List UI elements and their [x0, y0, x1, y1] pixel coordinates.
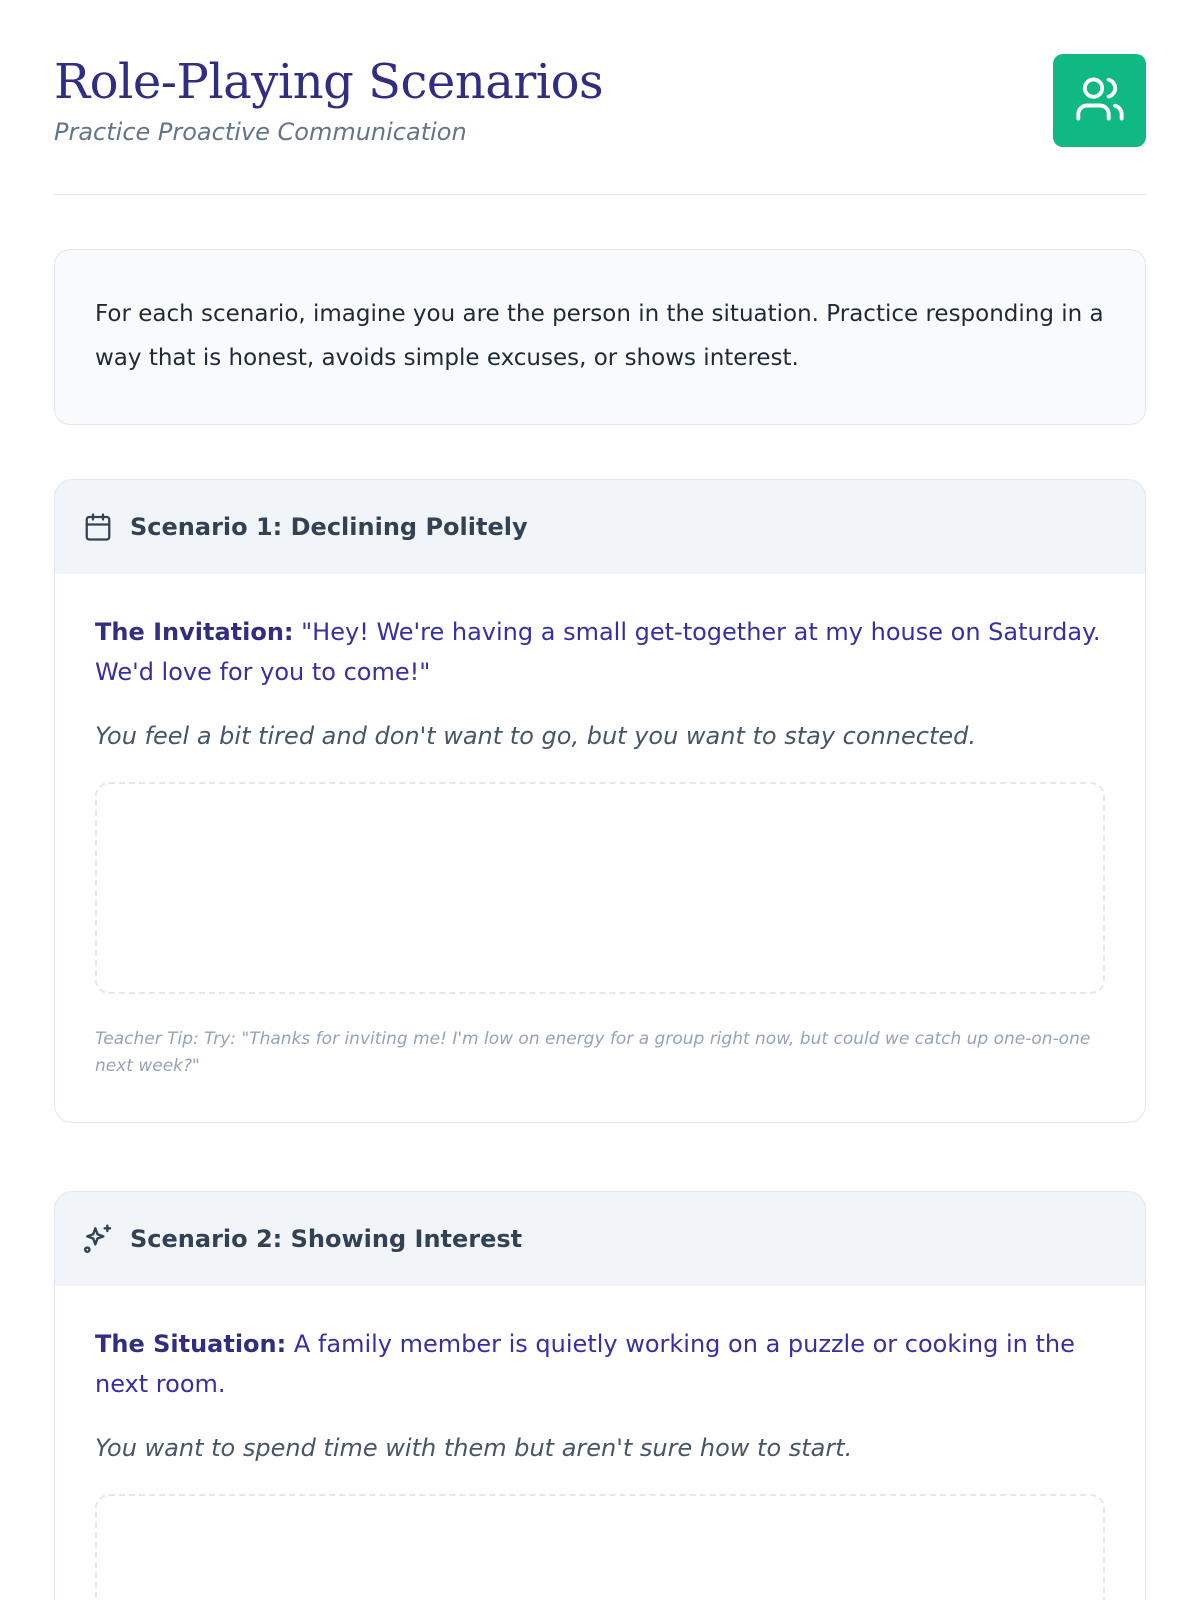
instructions-text: For each scenario, imagine you are the person in the situation. Practice responding in a way that is honest, avoids simple excuses, or shows interest. — [95, 301, 1104, 371]
scenario-card-1 — [54, 479, 1146, 1123]
scenario-body — [55, 1286, 1145, 1600]
sparkles-icon — [82, 1223, 114, 1255]
scenario-feeling: You want to spend time with them but aren't sure how to start. — [95, 1434, 853, 1462]
instructions-card — [54, 249, 1146, 425]
users-badge — [1053, 54, 1146, 147]
response-input[interactable] — [95, 1494, 1105, 1600]
scenario-title: Scenario 1: Declining Politely — [130, 513, 528, 541]
prompt-text: "Hey! We're having a small get-together at my house on Saturday. We'd love for you to come!" — [95, 618, 1101, 686]
calendar-icon — [82, 511, 114, 543]
scenario-prompt — [95, 612, 1105, 692]
prompt-text: A family member is quietly working on a puzzle or cooking in the next room. — [95, 1330, 1075, 1398]
scenario-feeling: You feel a bit tired and don't want to go, but you want to stay connected. — [95, 722, 976, 750]
response-input[interactable] — [95, 782, 1105, 994]
users-icon — [1074, 73, 1126, 129]
page-subtitle: Practice Proactive Communication — [54, 118, 467, 146]
scenario-prompt — [95, 1324, 1105, 1404]
scenario-header — [55, 1192, 1145, 1286]
page-header — [54, 0, 1146, 195]
scenario-header — [55, 480, 1145, 574]
scenario-body — [55, 574, 1145, 1122]
prompt-label: The Invitation: — [95, 618, 294, 646]
page-title: Role-Playing Scenarios — [54, 54, 604, 110]
scenario-card-2 — [54, 1191, 1146, 1600]
prompt-label: The Situation: — [95, 1330, 287, 1358]
scenario-title: Scenario 2: Showing Interest — [130, 1225, 523, 1253]
teacher-tip: Teacher Tip: Try: "Thanks for inviting me! I'm low on energy for a group right now, but could we catch up one-on-one next week?" — [95, 1029, 1091, 1076]
